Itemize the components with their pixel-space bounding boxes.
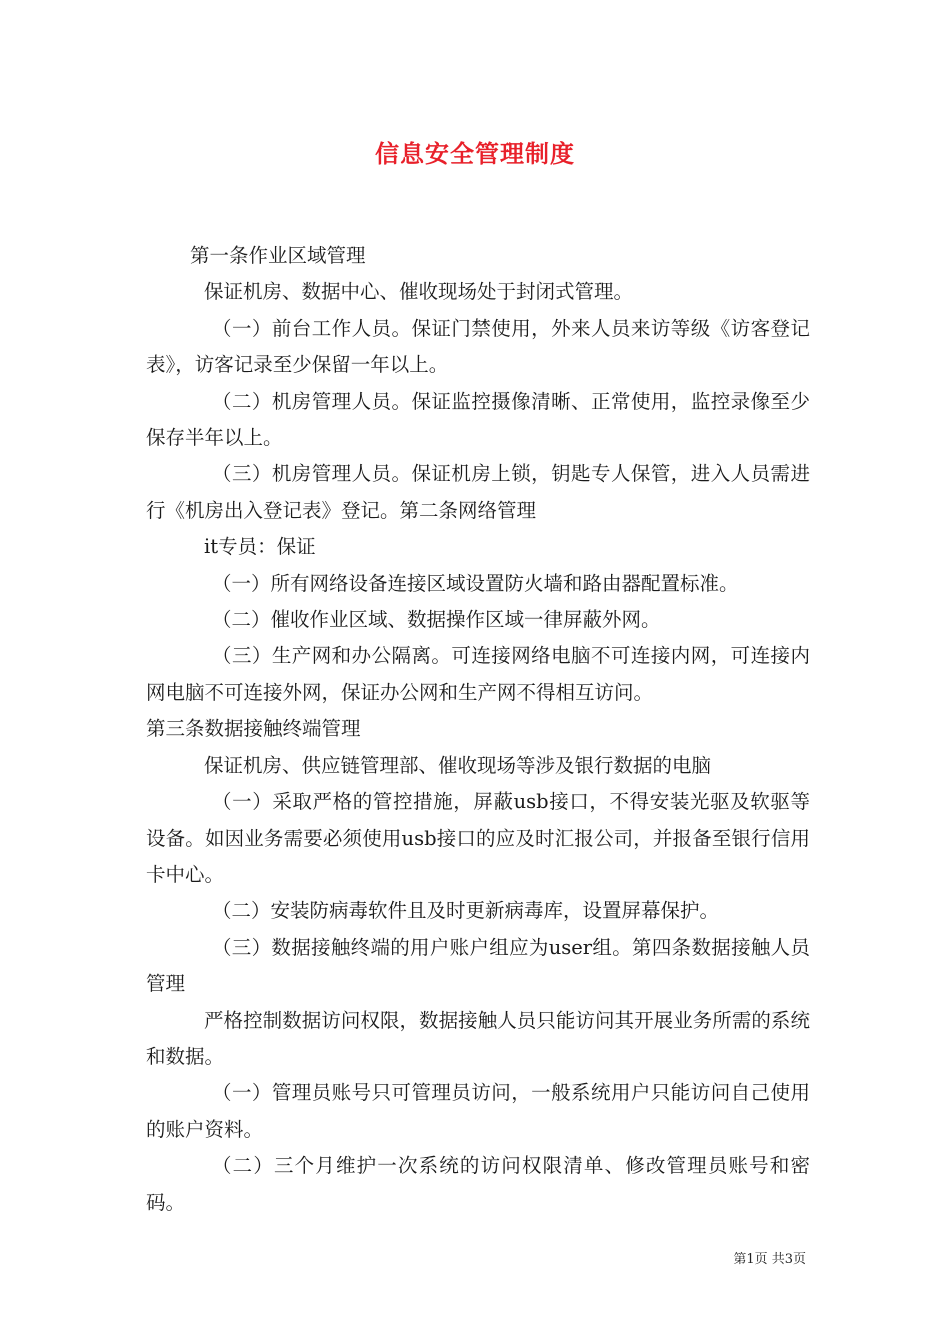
section-heading-1: 第一条作业区域管理 xyxy=(190,244,366,267)
paragraph: 保证机房、数据中心、催收现场处于封闭式管理。 xyxy=(204,280,634,304)
paragraph: （一）采取严格的管控措施，屏蔽usb接口，不得安装光驱及软驱等设备。如因业务需要必须使用usb接口的应及时汇报公司，并报备至银行信用卡中心。 xyxy=(146,790,810,886)
section-heading-3: 第三条数据接触终端管理 xyxy=(146,717,361,741)
paragraph: （三）生产网和办公隔离。可连接网络电脑不可连接内网，可连接内网电脑不可连接外网，保证办公网和生产网不得相互访问。 xyxy=(146,644,810,704)
paragraph: （三）机房管理人员。保证机房上锁，钥匙专人保管，进入人员需进行《机房出入登记表》登记。第二条网络管理 xyxy=(146,462,810,522)
paragraph: （一）所有网络设备连接区域设置防火墙和路由器配置标准。 xyxy=(212,571,739,595)
paragraph: （三）数据接触终端的用户账户组应为user组。第四条数据接触人员管理 xyxy=(146,935,810,996)
document-body xyxy=(146,238,810,1221)
paragraph: （二）机房管理人员。保证监控摄像清晰、正常使用，监控录像至少保存半年以上。 xyxy=(146,389,810,450)
paragraph: 严格控制数据访问权限，数据接触人员只能访问其开展业务所需的系统和数据。 xyxy=(146,1008,810,1068)
page-number-footer: 第1页 共3页 xyxy=(733,1252,806,1267)
paragraph: （二）安装防病毒软件且及时更新病毒库，设置屏幕保护。 xyxy=(212,899,720,923)
paragraph: 保证机房、供应链管理部、催收现场等涉及银行数据的电脑 xyxy=(204,753,712,777)
paragraph: （二）催收作业区域、数据操作区域一律屏蔽外网。 xyxy=(212,608,661,632)
paragraph: （一）前台工作人员。保证门禁使用，外来人员来访等级《访客登记表》，访客记录至少保留一年以上。 xyxy=(146,316,810,377)
paragraph: （一）管理员账号只可管理员访问，一般系统用户只能访问自己使用的账户资料。 xyxy=(146,1081,810,1141)
paragraph: it专员：保证 xyxy=(204,535,316,559)
paragraph: （二）三个月维护一次系统的访问权限清单、修改管理员账号和密码。 xyxy=(146,1154,810,1214)
document-title: 信息安全管理制度 xyxy=(375,140,575,168)
